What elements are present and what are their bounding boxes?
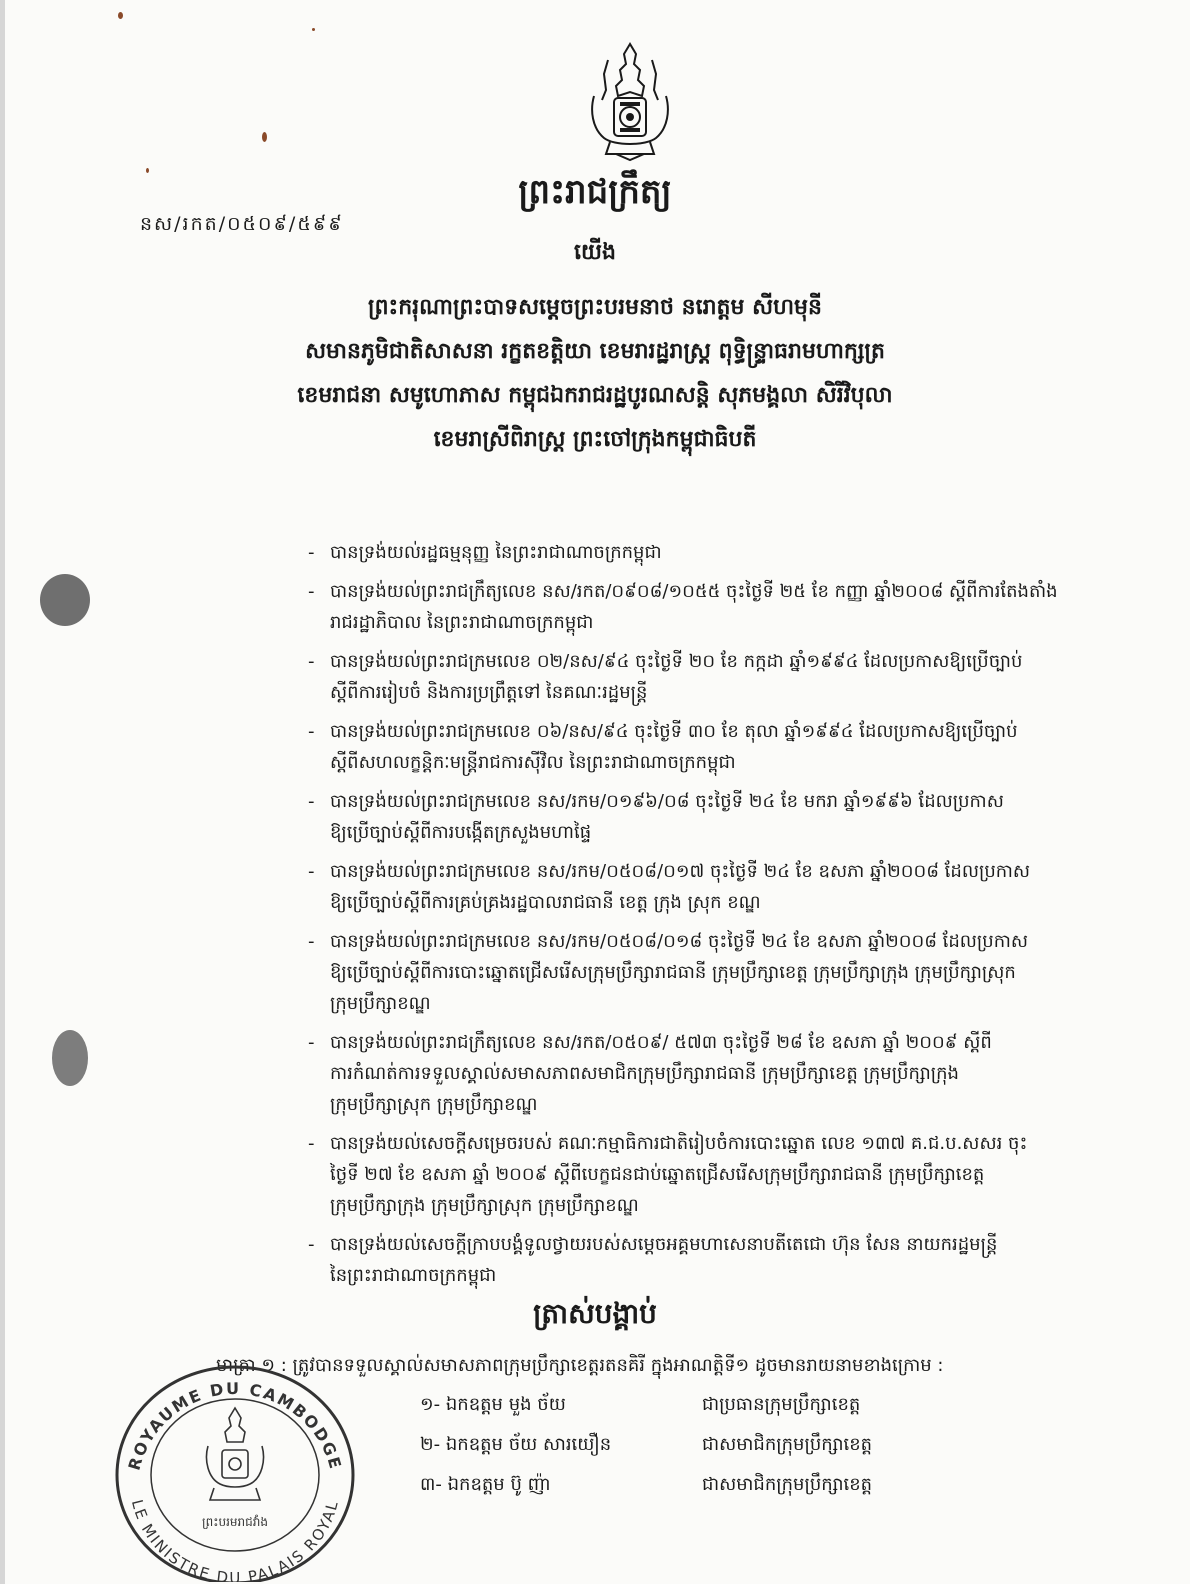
consideration-line: បានទ្រង់យល់រដ្ឋធម្មនុញ្ញ នៃព្រះរាជាណាចក្រកម្ពុជា bbox=[330, 542, 662, 563]
svg-text:LE MINISTRE DU PALAIS ROYAL: LE MINISTRE DU PALAIS ROYAL bbox=[127, 1497, 343, 1582]
stain-speck bbox=[312, 28, 315, 31]
consideration-line: ស្តីពីការរៀបចំ និងការប្រព្រឹត្តទៅ នៃគណៈរដ្ឋមន្ត្រី bbox=[330, 682, 648, 703]
consideration-line: ក្រុមប្រឹក្សាខណ្ឌ bbox=[330, 993, 431, 1014]
we-heading: យើង bbox=[574, 240, 616, 265]
royal-palace-seal-stamp bbox=[110, 1360, 360, 1582]
members-list bbox=[420, 1392, 980, 1512]
consideration-line: ឱ្យប្រើច្បាប់ស្តីពីការបង្កើតក្រសួងមហាផ្ទៃ bbox=[330, 822, 592, 843]
consideration-line: បានទ្រង់យល់ព្រះរាជក្រមលេខ នស/រកម/០៥០៨/០១៨ ចុះថ្ងៃទី ២៤ ខែ ឧសភា ឆ្នាំ២០០៨ ដែលប្រកាស bbox=[330, 931, 1029, 952]
dash-bullet: - bbox=[308, 581, 315, 602]
punch-hole bbox=[52, 1030, 88, 1086]
dash-bullet: - bbox=[308, 651, 315, 672]
consideration-line: បានទ្រង់យល់ព្រះរាជក្រមលេខ ០៦/នស/៩៤ ចុះថ្ងៃទី ៣០ ខែ តុលា ឆ្នាំ១៩៩៤ ដែលប្រកាសឱ្យប្រើច្បាប់ bbox=[330, 721, 1018, 742]
king-title-line: ខេមរាស្រីពិរាស្ត្រ ព្រះចៅក្រុងកម្ពុជាធិបតី bbox=[433, 427, 757, 452]
member-row bbox=[420, 1472, 980, 1512]
member-role: ជាប្រធានក្រុមប្រឹក្សាខេត្ត bbox=[702, 1394, 861, 1415]
article-1: មាត្រា ១ : ត្រូវបានទទួលស្គាល់សមាសភាពក្រុមប្រឹក្សាខេត្តរតនគិរី ក្នុងអាណត្តិទី១ ដូចមានរាយនាមខាងក្រោម : bbox=[216, 1355, 944, 1376]
consideration-item bbox=[308, 537, 1108, 568]
svg-text:ព្រះបរមរាជវាំង: ព្រះបរមរាជវាំង bbox=[202, 1515, 268, 1529]
king-title-line: ព្រះករុណាព្រះបាទសម្តេចព្រះបរមនាថ នរោត្តម សីហមុនី bbox=[368, 295, 822, 320]
dash-bullet: - bbox=[308, 1133, 315, 1154]
consideration-line: បានទ្រង់យល់ព្រះរាជក្រមលេខ នស/រកម/០៥០៨/០១៧ ចុះថ្ងៃទី ២៤ ខែ ឧសភា ឆ្នាំ២០០៨ ដែលប្រកាស bbox=[330, 861, 1031, 882]
consideration-line: បានទ្រង់យល់ព្រះរាជក្រមលេខ នស/រកម/០១៩៦/០៨ ចុះថ្ងៃទី ២៤ ខែ មករា ឆ្នាំ១៩៩៦ ដែលប្រកាស bbox=[330, 791, 1004, 812]
member-role: ជាសមាជិកក្រុមប្រឹក្សាខេត្ត bbox=[702, 1474, 873, 1495]
consideration-item bbox=[308, 716, 1108, 778]
member-name: ២- ឯកឧត្តម ច័យ សារយឿន bbox=[420, 1434, 612, 1455]
consideration-line: ការកំណត់ការទទួលស្គាល់សមាសភាពសមាជិកក្រុមប្រឹក្សារាជធានី ក្រុមប្រឹក្សាខេត្ត ក្រុមប្រឹក្សាក្រុង bbox=[330, 1063, 959, 1084]
consideration-item bbox=[308, 646, 1108, 708]
consideration-line: បានទ្រង់យល់ព្រះរាជក្រឹត្យលេខ នស/រកត/០៥០៩/ ៥៧៣ ចុះថ្ងៃទី ២៨ ខែ ឧសភា ឆ្នាំ ២០០៩ ស្តីពី bbox=[330, 1032, 992, 1053]
decides-heading: ត្រាស់បង្គាប់ bbox=[533, 1297, 657, 1330]
dash-bullet: - bbox=[308, 791, 315, 812]
stain-speck bbox=[262, 132, 267, 142]
consideration-line: ក្រុមប្រឹក្សាស្រុក ក្រុមប្រឹក្សាខណ្ឌ bbox=[330, 1094, 538, 1115]
king-title-line: សមានភូមិជាតិសាសនា រក្ខតខត្តិយា ខេមរារដ្ឋរាស្ត្រ ពុទ្ធិន្ទ្រាធរាមហាក្សត្រ bbox=[305, 339, 885, 364]
consideration-item bbox=[308, 1229, 1108, 1291]
member-row bbox=[420, 1392, 980, 1432]
consideration-line: បានទ្រង់យល់ព្រះរាជក្រមលេខ ០២/នស/៩៤ ចុះថ្ងៃទី ២០ ខែ កក្កដា ឆ្នាំ១៩៩៤ ដែលប្រកាសឱ្យប្រើច្បាប់ bbox=[330, 651, 1023, 672]
member-name: ៣- ឯកឧត្តម ប៊ូ ញ៉ា bbox=[420, 1474, 551, 1495]
dash-bullet: - bbox=[308, 721, 315, 742]
punch-hole bbox=[40, 574, 90, 626]
dash-bullet: - bbox=[308, 1234, 315, 1255]
member-row bbox=[420, 1432, 980, 1472]
considerations-list bbox=[308, 537, 1108, 1299]
reference-number: នស/រកត/០៥០៩/៥៩៩ bbox=[140, 213, 344, 235]
consideration-item bbox=[308, 1027, 1108, 1120]
king-title-line: ខេមរាជនា សមូហោភាស កម្ពុជឯករាជរដ្ឋបូរណសន្តិ សុភមង្គលា សិរីវិបុលា bbox=[297, 383, 893, 408]
consideration-line: បានទ្រង់យល់សេចក្តីក្រាបបង្គំទូលថ្វាយរបស់សម្តេចអគ្គមហាសេនាបតីតេជោ ហ៊ុន សែន នាយករដ្ឋមន្ត្រី bbox=[330, 1234, 998, 1255]
stain-speck bbox=[118, 12, 123, 19]
consideration-line: នៃព្រះរាជាណាចក្រកម្ពុជា bbox=[330, 1265, 497, 1286]
decree-title: ព្រះរាជក្រឹត្យ bbox=[518, 172, 672, 212]
consideration-line: ក្រុមប្រឹក្សាក្រុង ក្រុមប្រឹក្សាស្រុក ក្រុមប្រឹក្សាខណ្ឌ bbox=[330, 1195, 639, 1216]
royal-emblem-icon bbox=[580, 40, 680, 162]
consideration-line: ស្តីពីសហលក្ខន្តិកៈមន្ត្រីរាជការស៊ីវិល នៃព្រះរាជាណាចក្រកម្ពុជា bbox=[330, 752, 736, 773]
dash-bullet: - bbox=[308, 1032, 315, 1053]
consideration-line: ឱ្យប្រើច្បាប់ស្តីពីការគ្រប់គ្រងរដ្ឋបាលរាជធានី ខេត្ត ក្រុង ស្រុក ខណ្ឌ bbox=[330, 892, 761, 913]
king-titles bbox=[0, 286, 1190, 462]
consideration-item bbox=[308, 576, 1108, 638]
dash-bullet: - bbox=[308, 861, 315, 882]
consideration-line: រាជរដ្ឋាភិបាល នៃព្រះរាជាណាចក្រកម្ពុជា bbox=[330, 612, 594, 633]
dash-bullet: - bbox=[308, 542, 315, 563]
consideration-item bbox=[308, 786, 1108, 848]
consideration-line: បានទ្រង់យល់សេចក្តីសម្រេចរបស់ គណៈកម្មាធិការជាតិរៀបចំការបោះឆ្នោត លេខ ១៣៧ គ.ជ.ប.សសរ ចុះ bbox=[330, 1133, 1028, 1154]
consideration-line: ថ្ងៃទី ២៧ ខែ ឧសភា ឆ្នាំ ២០០៩ ស្តីពីបេក្ខជនជាប់ឆ្នោតជ្រើសរើសក្រុមប្រឹក្សារាជធានី ក្រុមប្រឹក្សាខេត្ត bbox=[330, 1164, 985, 1185]
member-name: ១- ឯកឧត្តម មួង ច័យ bbox=[420, 1394, 566, 1415]
member-role: ជាសមាជិកក្រុមប្រឹក្សាខេត្ត bbox=[702, 1434, 873, 1455]
svg-text:ROYAUME DU CAMBODGE: ROYAUME DU CAMBODGE bbox=[124, 1378, 346, 1473]
consideration-item bbox=[308, 856, 1108, 918]
dash-bullet: - bbox=[308, 931, 315, 952]
consideration-item bbox=[308, 1128, 1108, 1221]
consideration-line: ឱ្យប្រើច្បាប់ស្តីពីការបោះឆ្នោតជ្រើសរើសក្រុមប្រឹក្សារាជធានី ក្រុមប្រឹក្សាខេត្ត ក្រុមប្រឹក្សាក្រុង ក្រុមប្រឹក្សាស្រុក bbox=[330, 962, 1016, 983]
consideration-item bbox=[308, 926, 1108, 1019]
consideration-line: បានទ្រង់យល់ព្រះរាជក្រឹត្យលេខ នស/រកត/០៩០៨/១០៥៥ ចុះថ្ងៃទី ២៥ ខែ កញ្ញា ឆ្នាំ២០០៨ ស្តីពីការតែងតាំង bbox=[330, 581, 1058, 602]
